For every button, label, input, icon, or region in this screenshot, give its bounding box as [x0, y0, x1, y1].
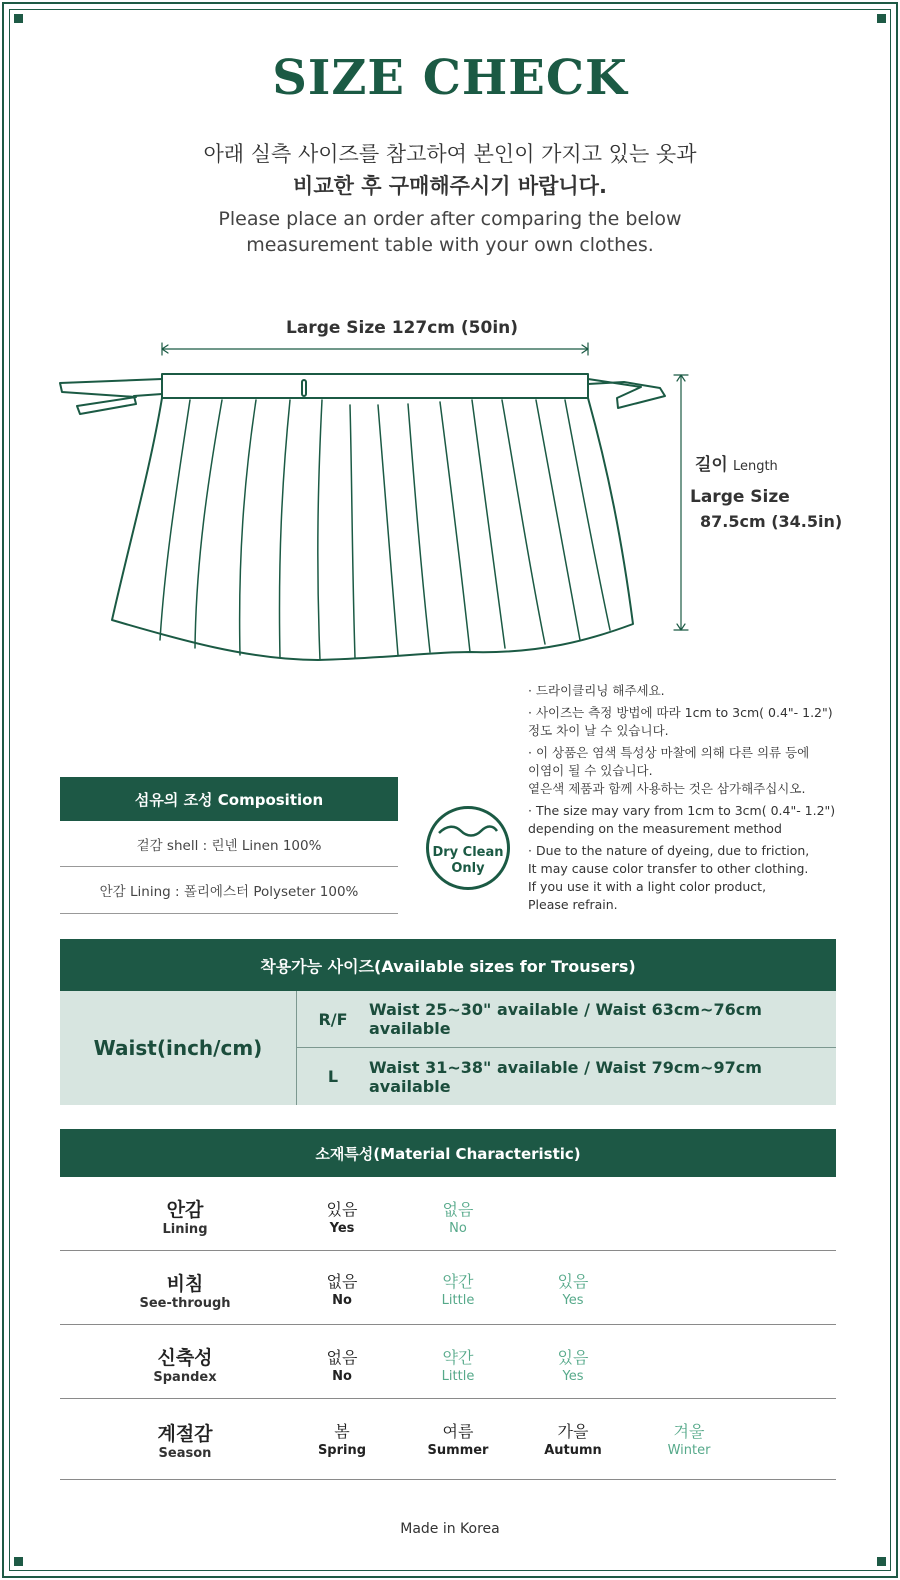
intro-english-line-2: measurement table with your own clothes.: [246, 234, 654, 256]
composition-row-lining: 안감 Lining : 폴리에스터 Polyseter 100%: [60, 867, 398, 914]
length-value: 87.5cm (34.5in): [700, 512, 843, 531]
option-little: [403, 1269, 513, 1308]
composition-row-shell: 겉감 shell : 린넨 Linen 100%: [60, 821, 398, 867]
length-size-label: Large Size: [690, 487, 790, 507]
option-english: Yes: [562, 1369, 584, 1384]
option-yes: [518, 1345, 628, 1384]
note-item: · Due to the nature of dyeing, due to friction, It may cause color transfer to other clothing. If you use it with a light color product, Please refrain.: [528, 843, 810, 912]
material-label-korean: 비침: [166, 1273, 204, 1295]
material-header: 소재특성(Material Characteristic): [60, 1129, 836, 1177]
option-korean: 있음: [557, 1272, 589, 1291]
option-korean: 약간: [442, 1348, 474, 1367]
option-korean: 있음: [557, 1348, 589, 1367]
option-english: Spring: [317, 1443, 367, 1458]
material-row-season: [60, 1399, 836, 1480]
material-label-english: See-through: [139, 1296, 231, 1311]
option-korean: 있음: [326, 1200, 358, 1219]
wave-icon: [437, 823, 499, 839]
material-row-spandex: [60, 1325, 836, 1399]
option-summer: [403, 1419, 513, 1458]
dry-clean-line-1: Dry Clean: [432, 845, 504, 860]
material-label-korean: 안감: [166, 1199, 204, 1221]
dry-clean-badge: [426, 806, 510, 890]
made-in-korea: Made in Korea: [400, 1521, 500, 1537]
option-korean: 여름: [442, 1422, 474, 1441]
length-label: [695, 450, 778, 475]
option-spring: [287, 1419, 397, 1458]
material-label-english: Spandex: [153, 1370, 217, 1385]
intro-korean-line-2: 비교한 후 구매해주시기 바랍니다.: [293, 174, 607, 198]
note-item: · 드라이클리닝 해주세요.: [528, 683, 665, 698]
option-yes: [518, 1269, 628, 1308]
option-korean: 없음: [326, 1348, 358, 1367]
skirt-diagram: [0, 0, 900, 680]
option-english: Yes: [329, 1221, 355, 1236]
available-sizes-header: 착용가능 사이즈(Available sizes for Trousers): [60, 939, 836, 991]
material-label: [120, 1269, 250, 1311]
option-korean: 봄: [334, 1422, 350, 1441]
page-title: SIZE CHECK: [272, 50, 628, 106]
corner-ornament: [877, 1557, 886, 1566]
option-korean: 가을: [557, 1422, 589, 1441]
option-english: Yes: [562, 1293, 584, 1308]
material-row-lining: [60, 1177, 836, 1251]
material-row-see-through: [60, 1251, 836, 1325]
material-label: [120, 1195, 250, 1237]
material-label: [120, 1343, 250, 1385]
option-english: Summer: [427, 1443, 489, 1458]
length-label-korean: 길이: [695, 455, 728, 475]
option-no: [287, 1345, 397, 1384]
option-autumn: [518, 1419, 628, 1458]
composition-header: 섬유의 조성 Composition: [60, 777, 398, 821]
option-winter: [634, 1419, 744, 1458]
material-label-english: Season: [158, 1446, 212, 1461]
waist-label: Waist(inch/cm): [60, 991, 297, 1105]
option-english: Little: [441, 1293, 475, 1308]
length-label-english: Length: [732, 459, 778, 474]
option-english: No: [449, 1221, 467, 1236]
option-english: No: [332, 1293, 352, 1308]
option-english: No: [332, 1369, 352, 1384]
option-no: [403, 1197, 513, 1236]
note-item: · 사이즈는 측정 방법에 따라 1cm to 3cm( 0.4"- 1.2") 정도 차이 날 수 있습니다.: [528, 705, 833, 738]
available-sizes-table: [60, 991, 836, 1105]
care-notes: [528, 682, 858, 918]
material-label-korean: 신축성: [157, 1347, 213, 1369]
option-korean: 겨울: [673, 1422, 705, 1441]
option-no: [287, 1269, 397, 1308]
intro-english-line-1: Please place an order after comparing the below: [218, 208, 682, 230]
size-code: L: [327, 1067, 339, 1086]
option-english: Autumn: [544, 1443, 602, 1458]
material-label-english: Lining: [162, 1222, 208, 1237]
option-korean: 없음: [326, 1272, 358, 1291]
corner-ornament: [14, 1557, 23, 1566]
note-item: · The size may vary from 1cm to 3cm( 0.4"- 1.2") depending on the measurement method: [528, 803, 836, 836]
size-code: R/F: [318, 1009, 348, 1029]
option-little: [403, 1345, 513, 1384]
size-row: [297, 991, 836, 1048]
option-english: Little: [441, 1369, 475, 1384]
material-label-korean: 계절감: [157, 1423, 213, 1445]
option-yes: [287, 1197, 397, 1236]
size-row: [297, 1048, 836, 1105]
note-item: · 이 상품은 염색 특성상 마찰에 의해 다른 의류 등에 이염이 될 수 있습니다. 옅은색 제품과 함께 사용하는 것은 삼가해주십시오.: [528, 745, 810, 796]
dry-clean-line-2: Only: [451, 861, 485, 876]
intro-korean-line-1: 아래 실측 사이즈를 참고하여 본인이 가지고 있는 옷과: [203, 142, 697, 166]
option-english: Winter: [667, 1443, 711, 1458]
option-korean: 없음: [442, 1200, 474, 1219]
material-label: [120, 1419, 250, 1461]
dry-clean-text: [429, 845, 507, 877]
width-label: Large Size 127cm (50in): [286, 318, 519, 338]
size-text: Waist 31~38" available / Waist 79cm~97cm available: [369, 1057, 762, 1096]
option-korean: 약간: [442, 1272, 474, 1291]
size-text: Waist 25~30" available / Waist 63cm~76cm available: [369, 1000, 762, 1038]
